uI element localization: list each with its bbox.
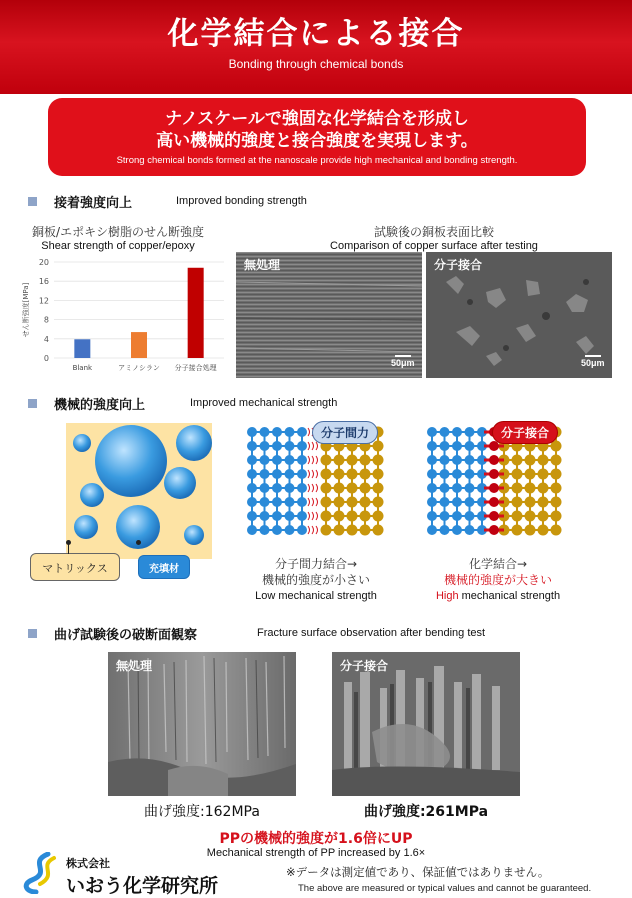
filler-label: 充填材 (149, 564, 179, 575)
weak-interaction (308, 526, 318, 534)
company-name: いおう化学研究所 (66, 875, 219, 897)
bond-atom (489, 525, 499, 535)
chemical-bond-tag: 分子接合 (492, 421, 558, 444)
y-tick-label: 12 (38, 296, 49, 306)
section2-title: 機械的強度向上 (54, 398, 146, 413)
x-tick-label: アミノシラン (118, 364, 160, 372)
result-english: Mechanical strength of PP increased by 1.6× (206, 847, 426, 859)
y-tick-label: 0 (43, 354, 49, 363)
x-tick-label: Blank (72, 364, 93, 372)
scale-label: 50μm (581, 358, 605, 368)
weak-interaction (308, 484, 318, 492)
section1-subtitle: Improved bonding strength (176, 195, 307, 207)
copper-bonded-tag: 分子接合 (434, 258, 483, 272)
matrix-label: マトリックス (42, 562, 108, 575)
untreated-strength: 曲げ強度:162MPa (144, 804, 260, 820)
company-logo (18, 852, 62, 894)
disclaimer-en: The above are measured or typical values and cannot be guaranteed. (298, 883, 592, 894)
section3-subtitle: Fracture surface observation after bending test (257, 627, 486, 639)
bar-0 (74, 339, 90, 358)
bond-atom (489, 483, 499, 493)
banner-english: Strong chemical bonds formed at the nanoscale provide high mechanical and bonding strength. (116, 155, 518, 166)
bond-atom (489, 511, 499, 521)
copper-untreated-tag: 無処理 (244, 258, 281, 272)
section-bullet (28, 197, 37, 206)
chemical-bond-text-en (408, 590, 588, 602)
shear-strength-chart (20, 252, 232, 380)
photo-label-en: Comparison of copper surface after testing (330, 240, 538, 252)
scale-bar (585, 355, 601, 357)
y-axis-label: せん断強度[MPa] (22, 282, 30, 338)
chart-label-en: Shear strength of copper/epoxy (41, 240, 195, 252)
strength-words: mechanical strength (458, 590, 561, 602)
weak-interaction (308, 442, 318, 450)
weak-interaction (308, 456, 318, 464)
page-subtitle: Bonding through chemical bonds (228, 57, 404, 71)
chemical-bond-text-2: 機械的強度が大きい (443, 573, 552, 587)
disclaimer-jp: ※データは測定値であり、保証値ではありません。 (286, 865, 550, 879)
x-tick-label: 分子接合処理 (174, 364, 217, 372)
section-bullet (28, 399, 37, 408)
y-tick-label: 20 (38, 258, 49, 267)
bond-atom (489, 469, 499, 479)
weak-interaction (308, 498, 318, 506)
scale-bar (395, 355, 411, 357)
banner-line-2: 高い機械的強度と接合強度を実現します。 (156, 131, 478, 151)
fracture-bonded-tag: 分子接合 (340, 659, 389, 673)
y-tick-label: 8 (43, 315, 49, 325)
chemical-bond-text-1: 化学結合→ (468, 557, 528, 571)
y-tick-label: 16 (38, 277, 49, 287)
intermolecular-text-en: Low mechanical strength (255, 590, 377, 602)
result-headline: PPの機械的強度が1.6倍にUP (219, 831, 413, 847)
scale-label: 50μm (391, 358, 415, 368)
y-tick-label: 4 (43, 334, 49, 344)
bond-atom (489, 497, 499, 507)
weak-interaction (308, 470, 318, 478)
callout-line (68, 544, 69, 554)
photo-label-jp: 試験後の銅板表面比較 (373, 225, 494, 239)
intermolecular-tag: 分子間力 (312, 421, 378, 444)
section3-title: 曲げ試験後の破断面観察 (54, 628, 198, 643)
section2-subtitle: Improved mechanical strength (190, 397, 338, 409)
section1-title: 接着強度向上 (54, 196, 133, 211)
chart-label-jp: 銅板/エポキシ樹脂のせん断強度 (32, 225, 204, 239)
weak-interaction (308, 512, 318, 520)
shear-strength-bar-chart (20, 252, 232, 380)
high-word: High (435, 590, 459, 602)
bond-atom (489, 455, 499, 465)
composite-illustration (66, 423, 212, 559)
callout-dot (136, 540, 141, 545)
company-prefix: 株式会社 (66, 857, 110, 870)
section-bullet (28, 629, 37, 638)
intermolecular-text-2: 機械的強度が小さい (261, 573, 370, 587)
bonded-strength: 曲げ強度:261MPa (363, 804, 489, 820)
bar-1 (131, 332, 147, 358)
page-title: 化学結合による接合 (167, 16, 465, 52)
fracture-untreated-tag: 無処理 (116, 659, 153, 673)
bar-2 (188, 268, 204, 358)
banner-line-1: ナノスケールで強固な化学結合を形成し (165, 109, 469, 129)
intermolecular-text-1: 分子間力結合→ (274, 557, 358, 571)
